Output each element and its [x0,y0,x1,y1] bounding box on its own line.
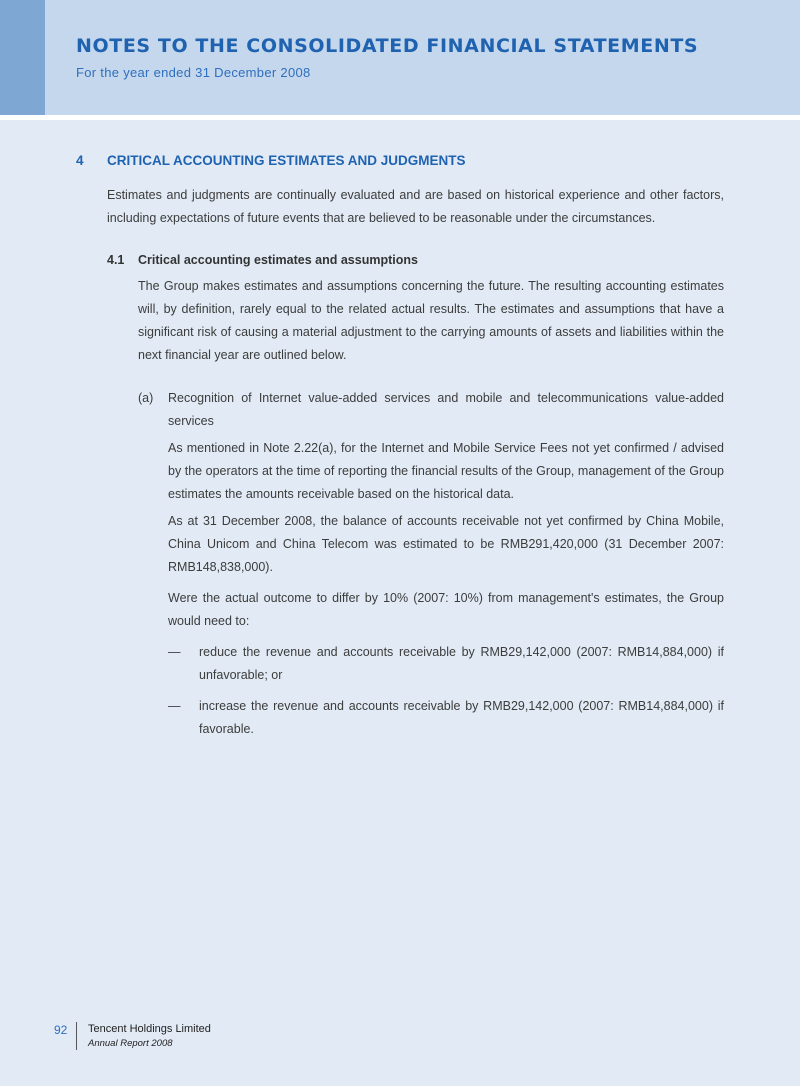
item-title: Recognition of Internet value-added services and mobile and telecommunications value-added services [168,391,724,428]
header-band [0,0,800,115]
item-paragraph-note: As mentioned in Note 2.22(a), for the Internet and Mobile Service Fees not yet confirmed / advised by the operators at the time of reporting the financial results of the Group, management of the Group estimates the amounts receivable based on the historical data. [168,441,724,501]
footer-divider [76,1022,77,1050]
item-paragraph-sensitivity: Were the actual outcome to differ by 10% (2007: 10%) from management's estimates, the Group would need to: [168,591,724,628]
header-divider [0,115,800,120]
bullet-dash: — [168,645,181,659]
page-title: NOTES TO THE CONSOLIDATED FINANCIAL STATEMENTS [76,35,699,57]
bullet-item-favorable: increase the revenue and accounts receivable by RMB29,142,000 (2007: RMB14,884,000) if favorable. [199,699,724,736]
item-label: (a) [138,391,154,405]
section-intro-paragraph: Estimates and judgments are continually evaluated and are based on historical experience and other factors, including expectations of future events that are believed to be reasonable under the circumstances. [107,188,724,225]
section-number: 4 [76,153,84,168]
subsection-body-paragraph: The Group makes estimates and assumptions concerning the future. The resulting accounting estimates will, by definition, rarely equal to the related actual results. The estimates and assumptions that have a significant risk of causing a material adjustment to the carrying amounts of assets and liabilities within the next financial year are outlined below. [138,279,724,362]
item-paragraph-balance: As at 31 December 2008, the balance of accounts receivable not yet confirmed by China Mobile, China Unicom and China Telecom was estimated to be RMB291,420,000 (31 December 2007: RMB148,838,000). [168,514,724,574]
bullet-dash: — [168,699,181,713]
section-title: CRITICAL ACCOUNTING ESTIMATES AND JUDGMENTS [107,153,466,168]
subsection-number: 4.1 [107,253,125,267]
footer-report-name: Annual Report 2008 [88,1038,173,1049]
subsection-title: Critical accounting estimates and assumptions [138,253,418,267]
page-subtitle: For the year ended 31 December 2008 [76,65,311,80]
header-color-tab [0,0,45,115]
footer-company-name: Tencent Holdings Limited [88,1023,211,1035]
bullet-item-unfavorable: reduce the revenue and accounts receivable by RMB29,142,000 (2007: RMB14,884,000) if unfavorable; or [199,645,724,682]
page-number: 92 [54,1023,68,1037]
